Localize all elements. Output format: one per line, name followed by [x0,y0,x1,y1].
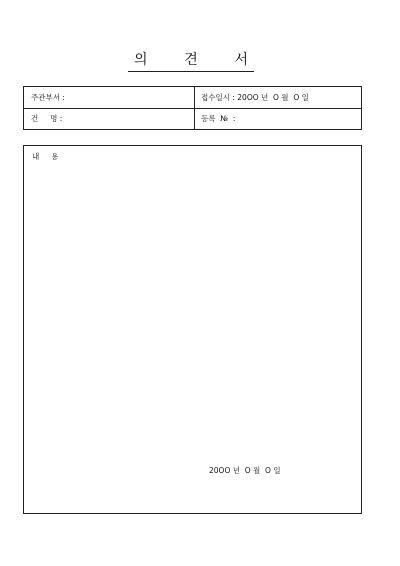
info-row-2 [24,108,361,129]
document-title [128,50,254,72]
info-table [23,86,362,130]
title-char-1: 의 [134,52,148,68]
content-box[interactable] [23,145,362,514]
received-date-field[interactable]: 접수일시 : 20OO 년 O 월 O 일 [201,93,309,102]
title-char-2: 견 [184,52,198,68]
info-row-1 [24,87,361,109]
content-label: 내 용 [32,152,59,161]
registration-number-field[interactable]: 등록 № : [201,114,236,123]
content-date: 20OO 년 O 월 O 일 [209,466,281,475]
department-field[interactable]: 주관부서 : [31,93,65,102]
subject-field[interactable]: 건 명 : [31,114,63,123]
title-char-3: 서 [234,52,248,68]
